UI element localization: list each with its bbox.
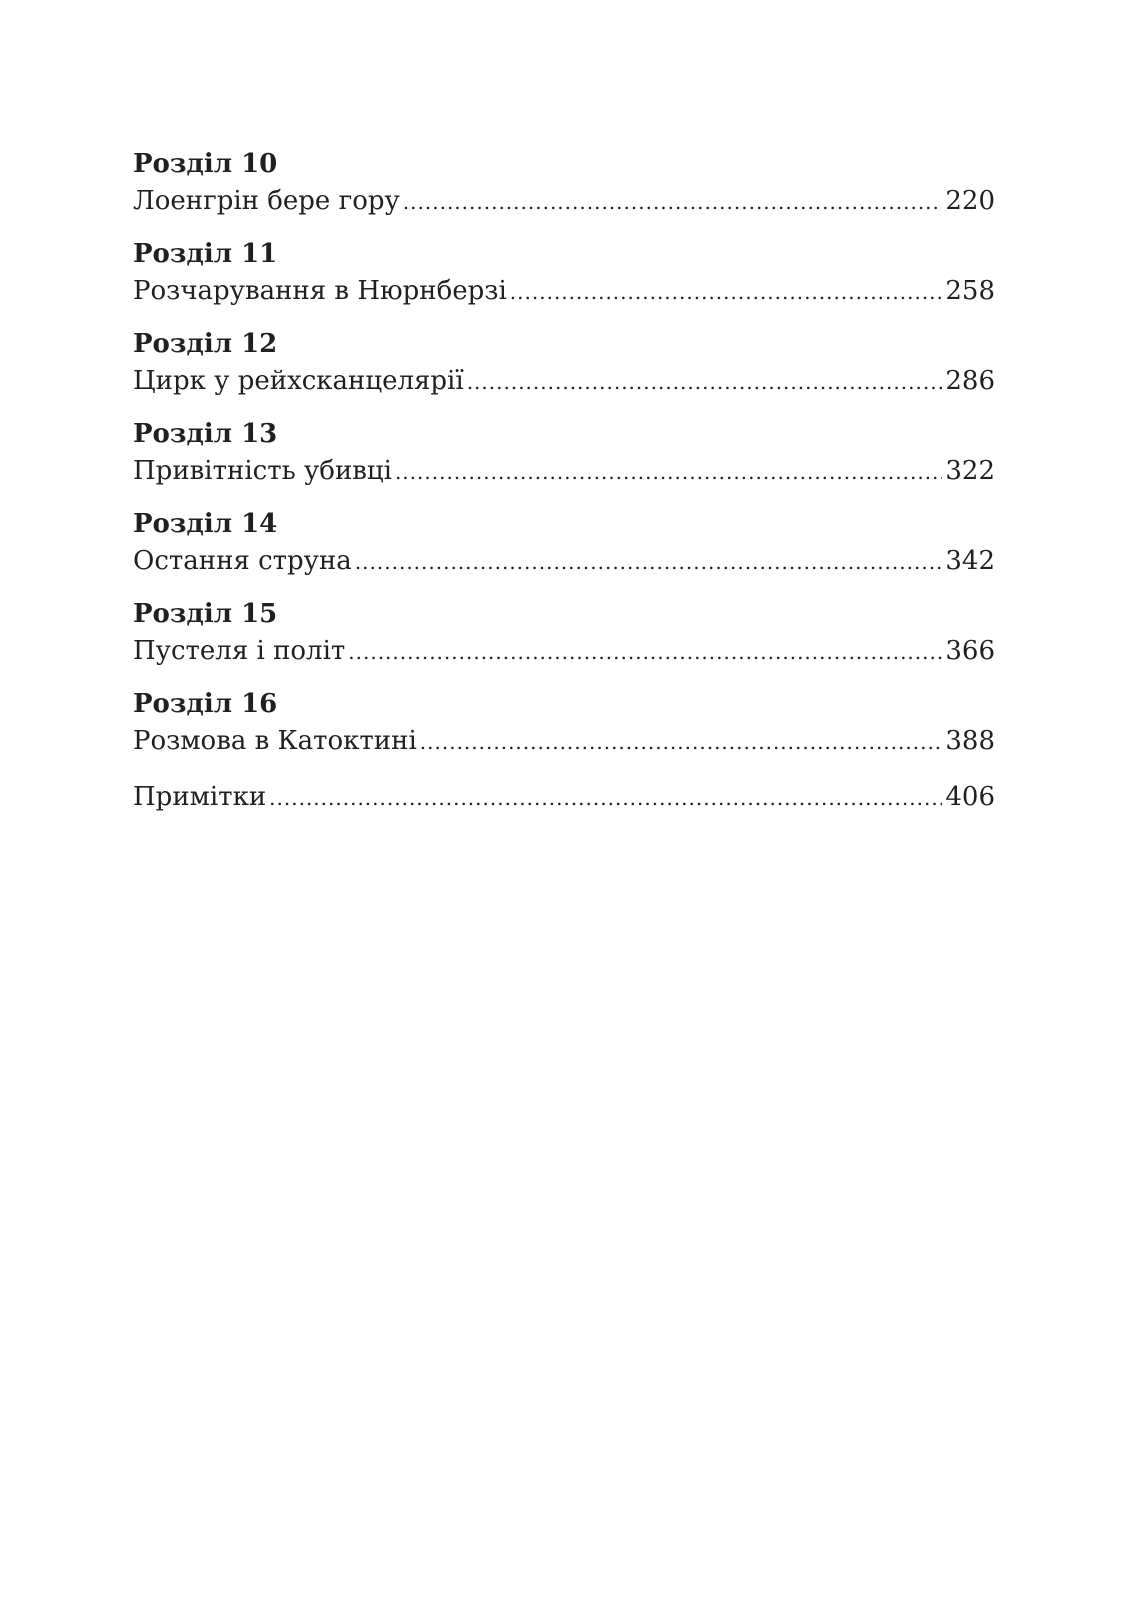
toc-entry[interactable] bbox=[133, 451, 995, 491]
page-number: 220 bbox=[945, 186, 995, 216]
table-of-contents bbox=[133, 147, 995, 817]
toc-entry[interactable] bbox=[133, 181, 995, 221]
page-number: 322 bbox=[945, 456, 995, 486]
toc-entry[interactable] bbox=[133, 541, 995, 581]
entry-title: Пустеля і політ bbox=[133, 636, 346, 666]
page-number: 388 bbox=[945, 726, 995, 756]
entry-title: Лоенгрін бере гору bbox=[133, 186, 400, 216]
entry-title: Примітки bbox=[133, 782, 267, 812]
toc-entry[interactable] bbox=[133, 631, 995, 671]
dot-leader bbox=[467, 362, 943, 402]
entry-title: Остання струна bbox=[133, 546, 352, 576]
chapter-label: Розділ 13 bbox=[133, 419, 278, 449]
dot-leader bbox=[348, 632, 942, 672]
dot-leader bbox=[269, 778, 942, 818]
dot-leader bbox=[355, 542, 943, 582]
toc-chapter-13 bbox=[133, 417, 995, 491]
toc-chapter-12 bbox=[133, 327, 995, 401]
entry-title: Розчарування в Нюрнберзі bbox=[133, 276, 507, 306]
dot-leader bbox=[395, 452, 942, 492]
chapter-label: Розділ 14 bbox=[133, 509, 278, 539]
entry-title: Привітність убивці bbox=[133, 456, 392, 486]
entry-title: Цирк у рейхсканцелярії bbox=[133, 366, 464, 396]
chapter-label: Розділ 10 bbox=[133, 149, 278, 179]
toc-chapter-16 bbox=[133, 687, 995, 761]
toc-chapter-15 bbox=[133, 597, 995, 671]
page-number: 258 bbox=[945, 276, 995, 306]
toc-chapter-14 bbox=[133, 507, 995, 581]
toc-entry[interactable] bbox=[133, 361, 995, 401]
dot-leader bbox=[403, 182, 943, 222]
toc-chapter-11 bbox=[133, 237, 995, 311]
chapter-label: Розділ 15 bbox=[133, 599, 278, 629]
page-number: 366 bbox=[945, 636, 995, 666]
dot-leader bbox=[510, 272, 943, 312]
toc-entry-notes[interactable] bbox=[133, 777, 995, 817]
chapter-label: Розділ 12 bbox=[133, 329, 278, 359]
toc-entry[interactable] bbox=[133, 721, 995, 761]
toc-chapter-10 bbox=[133, 147, 995, 221]
page-number: 286 bbox=[945, 366, 995, 396]
entry-title: Розмова в Катоктині bbox=[133, 726, 417, 756]
dot-leader bbox=[420, 722, 943, 762]
chapter-label: Розділ 16 bbox=[133, 689, 278, 719]
chapter-label: Розділ 11 bbox=[133, 239, 278, 269]
toc-entry[interactable] bbox=[133, 271, 995, 311]
page-number: 406 bbox=[945, 782, 995, 812]
page-number: 342 bbox=[945, 546, 995, 576]
